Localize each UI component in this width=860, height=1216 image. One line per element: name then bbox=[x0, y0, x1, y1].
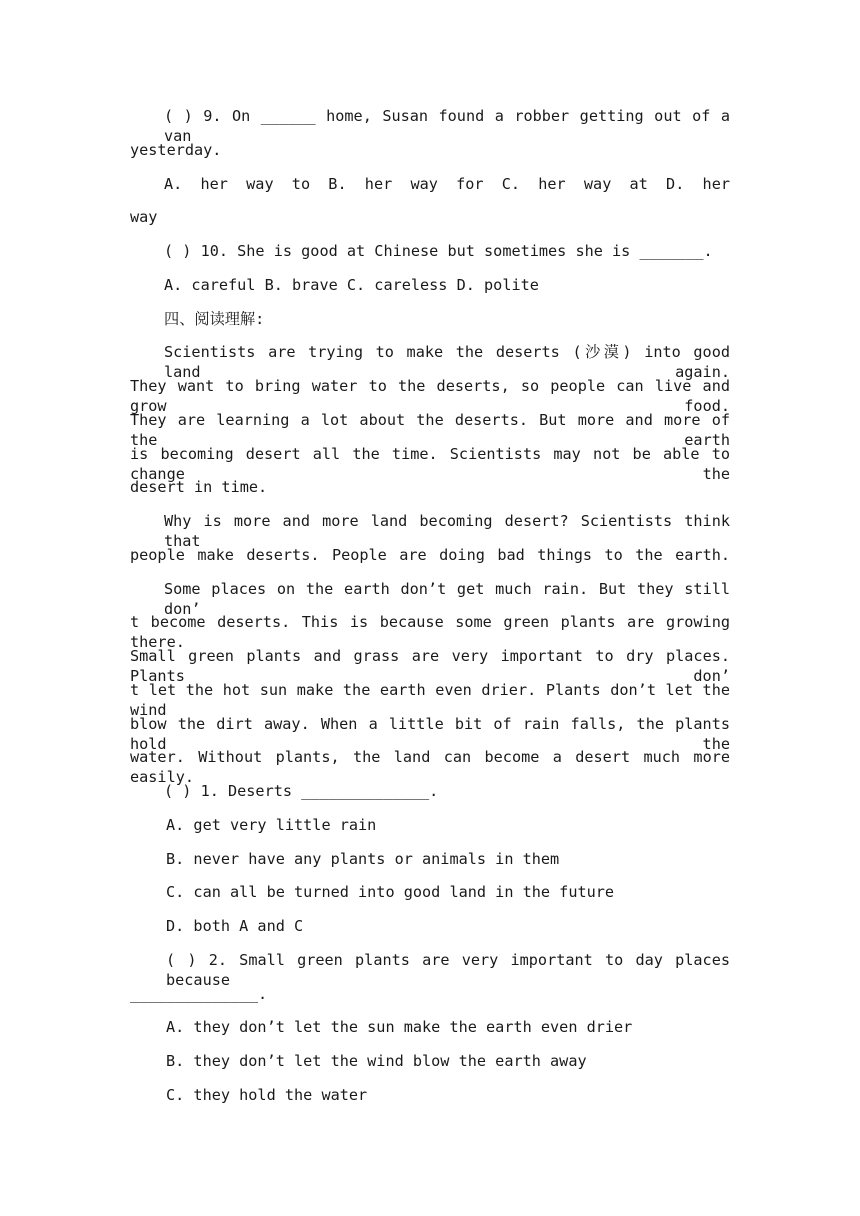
question-9-line: ( ) 9. On ______ home, Susan found a robber getting out of a van bbox=[164, 107, 730, 145]
passage-line: Scientists are trying to make the deserts (沙漠) into good land again. bbox=[164, 343, 730, 381]
question-10-line: ( ) 10. She is good at Chinese but sometimes she is _______. bbox=[164, 242, 713, 260]
question-10-options: A. careful B. brave C. careless D. polite bbox=[164, 276, 539, 294]
reading-question-1: ( ) 1. Deserts ______________. bbox=[164, 782, 439, 800]
section-heading: 四、阅读理解: bbox=[164, 310, 265, 328]
reading-question-2-option-a: A. they don’t let the sun make the earth even drier bbox=[166, 1018, 633, 1036]
passage-line: desert in time. bbox=[130, 478, 268, 496]
reading-question-2-continuation: ______________. bbox=[130, 985, 268, 1003]
reading-question-2: ( ) 2. Small green plants are very important to day places because bbox=[166, 951, 730, 989]
passage-line: Some places on the earth don’t get much rain. But they still don’ bbox=[164, 580, 730, 618]
question-9-options-continuation: way bbox=[130, 208, 158, 226]
passage-line: t become deserts. This is because some green plants are growing there. bbox=[130, 613, 730, 651]
question-9-continuation: yesterday. bbox=[130, 141, 222, 159]
passage-line: Small green plants and grass are very important to dry places. Plants don’ bbox=[130, 647, 730, 685]
passage-line: people make deserts. People are doing bad things to the earth. bbox=[130, 546, 730, 564]
question-9-options: A. her way to B. her way for C. her way at D. her bbox=[164, 175, 730, 193]
reading-question-1-option-a: A. get very little rain bbox=[166, 816, 377, 834]
passage-line: blow the dirt away. When a little bit of rain falls, the plants hold the bbox=[130, 715, 730, 753]
passage-line: They want to bring water to the deserts, so people can live and grow food. bbox=[130, 377, 730, 415]
reading-question-2-option-c: C. they hold the water bbox=[166, 1086, 368, 1104]
passage-line: t let the hot sun make the earth even drier. Plants don’t let the wind bbox=[130, 681, 730, 719]
reading-question-1-option-c: C. can all be turned into good land in the future bbox=[166, 883, 615, 901]
reading-question-2-option-b: B. they don’t let the wind blow the earth away bbox=[166, 1052, 587, 1070]
reading-question-1-option-d: D. both A and C bbox=[166, 917, 304, 935]
passage-line: Why is more and more land becoming desert? Scientists think that bbox=[164, 512, 730, 550]
passage-line: water. Without plants, the land can become a desert much more easily. bbox=[130, 748, 730, 786]
reading-question-1-option-b: B. never have any plants or animals in them bbox=[166, 850, 560, 868]
passage-line: is becoming desert all the time. Scientists may not be able to change the bbox=[130, 445, 730, 483]
passage-line: They are learning a lot about the deserts. But more and more of the earth bbox=[130, 411, 730, 449]
